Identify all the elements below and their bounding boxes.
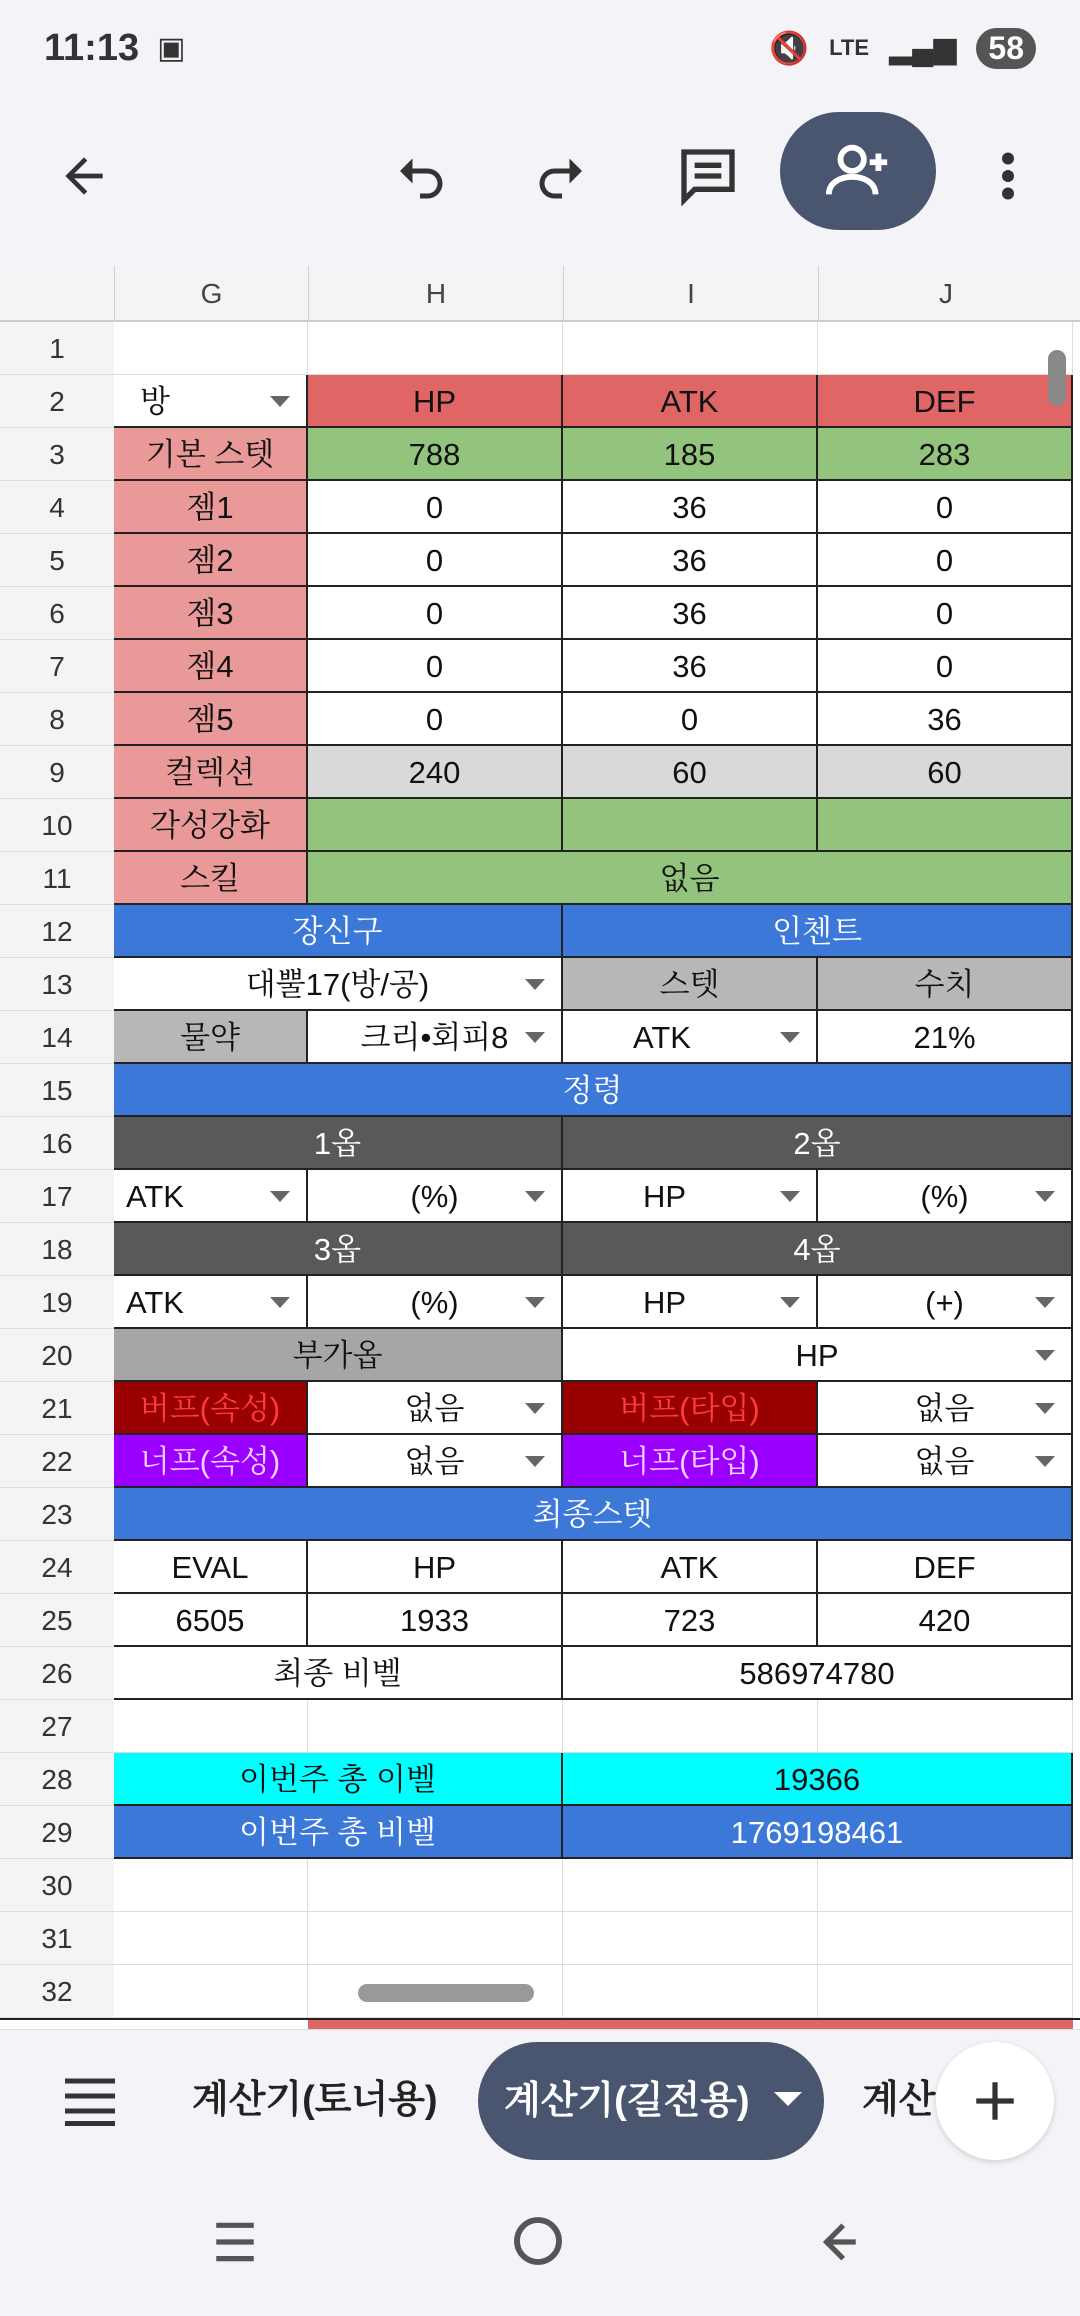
share-button[interactable]: [780, 112, 936, 230]
mute-icon: 🔇: [769, 30, 810, 66]
row-number[interactable]: 9: [0, 746, 114, 799]
cell-i24[interactable]: ATK: [563, 1541, 818, 1594]
row-8: [0, 693, 1080, 746]
cell-h1[interactable]: [308, 322, 563, 375]
row-number[interactable]: 30: [0, 1859, 114, 1912]
row-number[interactable]: 8: [0, 693, 114, 746]
row-number[interactable]: 7: [0, 640, 114, 693]
cell-j1[interactable]: [818, 322, 1073, 375]
cell-i9[interactable]: 60: [563, 746, 818, 799]
row-number[interactable]: 20: [0, 1329, 114, 1382]
add-person-icon: [823, 136, 893, 206]
cell-g10[interactable]: 각성강화: [114, 799, 308, 852]
row-number[interactable]: 1: [0, 322, 114, 375]
row-14: [0, 1011, 1080, 1064]
cell-g14[interactable]: 물약: [114, 1011, 308, 1064]
cell-j8[interactable]: 36: [818, 693, 1073, 746]
cell-g4[interactable]: 젬1: [114, 481, 308, 534]
signal-icon: ▂▄▆: [889, 31, 957, 65]
comment-icon: [676, 144, 740, 208]
row-12: [0, 905, 1080, 958]
row-21: [0, 1382, 1080, 1435]
cell-j25[interactable]: 420: [818, 1594, 1073, 1647]
cell-g7[interactable]: 젬4: [114, 640, 308, 693]
cell-g23-merged[interactable]: 최종스텟: [114, 1488, 1073, 1541]
row-number[interactable]: 23: [0, 1488, 114, 1541]
plus-icon: [970, 2076, 1020, 2126]
cell-h31[interactable]: [308, 1912, 563, 1965]
status-time: 11:13: [44, 26, 140, 69]
cell-g16-merged[interactable]: 1옵: [114, 1117, 563, 1170]
recent-apps-button[interactable]: [210, 2219, 260, 2270]
system-back-button[interactable]: [812, 2217, 862, 2272]
cell-g26-merged[interactable]: 최종 비벨: [114, 1647, 563, 1700]
all-sheets-button[interactable]: [60, 2076, 120, 2131]
cell-i25[interactable]: 723: [563, 1594, 818, 1647]
cell-g6[interactable]: 젬3: [114, 587, 308, 640]
row-number[interactable]: 25: [0, 1594, 114, 1647]
cell-g31[interactable]: [114, 1912, 308, 1965]
cell-i17-dropdown[interactable]: HP: [563, 1170, 818, 1223]
cell-j3[interactable]: 283: [818, 428, 1073, 481]
spreadsheet-grid[interactable]: [0, 266, 1080, 2029]
sheet-tab-next[interactable]: 계산: [862, 2079, 936, 2121]
vertical-scrollbar[interactable]: [1048, 350, 1066, 406]
row-20: [0, 1329, 1080, 1382]
toolbar: [0, 96, 1080, 266]
row-11: [0, 852, 1080, 905]
row-32: [0, 1965, 1080, 2018]
row-number[interactable]: 2: [0, 375, 114, 428]
cell-i10[interactable]: [563, 799, 818, 852]
cell-g24[interactable]: EVAL: [114, 1541, 308, 1594]
row-29: [0, 1806, 1080, 1859]
cell-h9[interactable]: 240: [308, 746, 563, 799]
cell-i8[interactable]: 0: [563, 693, 818, 746]
cell-i1[interactable]: [563, 322, 818, 375]
cell-i32[interactable]: [563, 1965, 818, 2018]
cell-j6[interactable]: 0: [818, 587, 1073, 640]
redo-button[interactable]: [502, 116, 622, 236]
cell-j22-dropdown[interactable]: 없음: [818, 1435, 1073, 1488]
row-17: [0, 1170, 1080, 1223]
cell-h22-dropdown[interactable]: 없음: [308, 1435, 563, 1488]
cell-i14-dropdown[interactable]: ATK: [563, 1011, 818, 1064]
cell-i16-merged[interactable]: 2옵: [563, 1117, 1073, 1170]
cell-j13[interactable]: 수치: [818, 958, 1073, 1011]
column-header-j[interactable]: J: [818, 266, 1073, 322]
cell-i4[interactable]: 36: [563, 481, 818, 534]
row-number[interactable]: 18: [0, 1223, 114, 1276]
comment-button[interactable]: [648, 116, 768, 236]
cell-i19-dropdown[interactable]: HP: [563, 1276, 818, 1329]
undo-button[interactable]: [360, 116, 480, 236]
cell-h8[interactable]: 0: [308, 693, 563, 746]
row-number[interactable]: 4: [0, 481, 114, 534]
screenshot-icon: ▣: [157, 31, 186, 65]
row-13: [0, 958, 1080, 1011]
row-number[interactable]: 12: [0, 905, 114, 958]
cell-h25[interactable]: 1933: [308, 1594, 563, 1647]
cell-g20-merged[interactable]: 부가옵: [114, 1329, 563, 1382]
row-31: [0, 1912, 1080, 1965]
home-circle-icon: [510, 2213, 566, 2269]
row-3: [0, 428, 1080, 481]
sheet-tab-active-label: 계산기(길전용): [504, 2080, 750, 2122]
menu-lines-icon: [60, 2076, 120, 2126]
row-number[interactable]: 19: [0, 1276, 114, 1329]
cell-h7[interactable]: 0: [308, 640, 563, 693]
cell-h27[interactable]: [308, 1700, 563, 1753]
cell-g30[interactable]: [114, 1859, 308, 1912]
back-button[interactable]: [24, 116, 144, 236]
undo-icon: [390, 146, 450, 206]
cell-j2[interactable]: DEF: [818, 375, 1073, 428]
cell-i6[interactable]: 36: [563, 587, 818, 640]
cell-i18-merged[interactable]: 4옵: [563, 1223, 1073, 1276]
row-number[interactable]: 29: [0, 1806, 114, 1859]
cell-g22[interactable]: 너프(속성): [114, 1435, 308, 1488]
cell-j17-dropdown[interactable]: (%): [818, 1170, 1073, 1223]
battery-badge: 58: [976, 28, 1036, 69]
cell-h30[interactable]: [308, 1859, 563, 1912]
cell-g1[interactable]: [114, 322, 308, 375]
more-options-button[interactable]: [948, 116, 1068, 236]
row-18: [0, 1223, 1080, 1276]
row-24: [0, 1541, 1080, 1594]
cell-i28-merged[interactable]: 19366: [563, 1753, 1073, 1806]
column-header-i[interactable]: I: [563, 266, 818, 322]
row-9: [0, 746, 1080, 799]
cell-h19-dropdown[interactable]: (%): [308, 1276, 563, 1329]
row-number[interactable]: 5: [0, 534, 114, 587]
cell-h2[interactable]: HP: [308, 375, 563, 428]
row-number[interactable]: 22: [0, 1435, 114, 1488]
cell-g17-dropdown[interactable]: ATK: [114, 1170, 308, 1223]
cell-i21[interactable]: 버프(타입): [563, 1382, 818, 1435]
cell-g32[interactable]: [114, 1965, 308, 2018]
row-10: [0, 799, 1080, 852]
cell-i26-merged[interactable]: 586974780: [563, 1647, 1073, 1700]
row-19: [0, 1276, 1080, 1329]
recents-icon: [210, 2219, 260, 2265]
row-15: [0, 1064, 1080, 1117]
row-number[interactable]: 28: [0, 1753, 114, 1806]
cell-h21-dropdown[interactable]: 없음: [308, 1382, 563, 1435]
cell-i2[interactable]: ATK: [563, 375, 818, 428]
row-number[interactable]: 14: [0, 1011, 114, 1064]
row-number[interactable]: 17: [0, 1170, 114, 1223]
cell-h14-dropdown[interactable]: 크리•회피8: [308, 1011, 563, 1064]
row-2: [0, 375, 1080, 428]
row-30: [0, 1859, 1080, 1912]
row-number[interactable]: 11: [0, 852, 114, 905]
sheet-tab-tournament[interactable]: 계산기(토너용): [192, 2079, 438, 2121]
cell-g28-merged[interactable]: 이번주 총 이벨: [114, 1753, 563, 1806]
cell-j31[interactable]: [818, 1912, 1073, 1965]
cell-j19-dropdown[interactable]: (+): [818, 1276, 1073, 1329]
cell-j7[interactable]: 0: [818, 640, 1073, 693]
row-number[interactable]: 16: [0, 1117, 114, 1170]
cell-g19-dropdown[interactable]: ATK: [114, 1276, 308, 1329]
row-number[interactable]: 32: [0, 1965, 114, 2018]
network-label: LTE: [829, 35, 869, 60]
row-number[interactable]: 6: [0, 587, 114, 640]
add-sheet-button[interactable]: [936, 2042, 1054, 2160]
column-header-g[interactable]: G: [114, 266, 308, 322]
cell-i30[interactable]: [563, 1859, 818, 1912]
cell-j27[interactable]: [818, 1700, 1073, 1753]
row-number[interactable]: 10: [0, 799, 114, 852]
back-arrow-icon: [56, 148, 112, 204]
cell-i13[interactable]: 스텟: [563, 958, 818, 1011]
row-number[interactable]: 21: [0, 1382, 114, 1435]
row-25: [0, 1594, 1080, 1647]
cell-g15-merged[interactable]: 정령: [114, 1064, 1073, 1117]
cell-h6[interactable]: 0: [308, 587, 563, 640]
chevron-down-icon: [774, 2092, 802, 2106]
status-bar: [0, 0, 1080, 96]
row-6: [0, 587, 1080, 640]
row-23: [0, 1488, 1080, 1541]
cell-i20-dropdown[interactable]: HP: [563, 1329, 1073, 1382]
cell-h11-merged[interactable]: 없음: [308, 852, 1073, 905]
column-header-h[interactable]: H: [308, 266, 563, 322]
sheet-tab-active[interactable]: [478, 2042, 824, 2160]
cell-j32[interactable]: [818, 1965, 1073, 2018]
cell-i7[interactable]: 36: [563, 640, 818, 693]
cell-g8[interactable]: 젬5: [114, 693, 308, 746]
cell-g11[interactable]: 스킬: [114, 852, 308, 905]
row-27: [0, 1700, 1080, 1753]
cell-g12-merged[interactable]: 장신구: [114, 905, 563, 958]
cell-g5[interactable]: 젬2: [114, 534, 308, 587]
cell-i22[interactable]: 너프(타입): [563, 1435, 818, 1488]
cell-i27[interactable]: [563, 1700, 818, 1753]
cell-g27[interactable]: [114, 1700, 308, 1753]
cell-j10[interactable]: [818, 799, 1073, 852]
redo-icon: [532, 146, 592, 206]
more-vert-icon: [988, 146, 1028, 206]
row-number[interactable]: 15: [0, 1064, 114, 1117]
cell-g21[interactable]: 버프(속성): [114, 1382, 308, 1435]
cell-i3[interactable]: 185: [563, 428, 818, 481]
system-nav-bar: [0, 2169, 1080, 2316]
cell-g9[interactable]: 컬렉션: [114, 746, 308, 799]
home-button[interactable]: [510, 2213, 566, 2274]
cell-j24[interactable]: DEF: [818, 1541, 1073, 1594]
cell-i31[interactable]: [563, 1912, 818, 1965]
cell-h4[interactable]: 0: [308, 481, 563, 534]
row-5: [0, 534, 1080, 587]
row-number[interactable]: 31: [0, 1912, 114, 1965]
row-28: [0, 1753, 1080, 1806]
cell-h3[interactable]: 788: [308, 428, 563, 481]
row-7: [0, 640, 1080, 693]
cell-j14[interactable]: 21%: [818, 1011, 1073, 1064]
row-number[interactable]: 26: [0, 1647, 114, 1700]
cell-i5[interactable]: 36: [563, 534, 818, 587]
cell-i29-merged[interactable]: 1769198461: [563, 1806, 1073, 1859]
row-number[interactable]: 27: [0, 1700, 114, 1753]
cell-g3[interactable]: 기본 스텟: [114, 428, 308, 481]
cell-j9[interactable]: 60: [818, 746, 1073, 799]
row-26: [0, 1647, 1080, 1700]
row-number[interactable]: 13: [0, 958, 114, 1011]
row-4: [0, 481, 1080, 534]
sheet-tab-bar: [0, 2029, 1080, 2169]
cell-g18-merged[interactable]: 3옵: [114, 1223, 563, 1276]
cell-g25[interactable]: 6505: [114, 1594, 308, 1647]
cell-g29-merged[interactable]: 이번주 총 비벨: [114, 1806, 563, 1859]
cell-h5[interactable]: 0: [308, 534, 563, 587]
back-chevron-icon: [812, 2217, 862, 2267]
row-16: [0, 1117, 1080, 1170]
row-1: [0, 322, 1080, 375]
cell-j21-dropdown[interactable]: 없음: [818, 1382, 1073, 1435]
horizontal-scrollbar[interactable]: [358, 1984, 534, 2002]
cell-j30[interactable]: [818, 1859, 1073, 1912]
cell-g2-dropdown[interactable]: 방: [114, 375, 308, 428]
row-number[interactable]: 3: [0, 428, 114, 481]
cell-h24[interactable]: HP: [308, 1541, 563, 1594]
cell-i12-merged[interactable]: 인첸트: [563, 905, 1073, 958]
cell-j4[interactable]: 0: [818, 481, 1073, 534]
cell-g13-dropdown[interactable]: 대뿔17(방/공): [114, 958, 563, 1011]
cell-h10[interactable]: [308, 799, 563, 852]
row-22: [0, 1435, 1080, 1488]
column-header-bar: [0, 266, 1080, 322]
cell-h17-dropdown[interactable]: (%): [308, 1170, 563, 1223]
row-number[interactable]: 24: [0, 1541, 114, 1594]
cell-j5[interactable]: 0: [818, 534, 1073, 587]
